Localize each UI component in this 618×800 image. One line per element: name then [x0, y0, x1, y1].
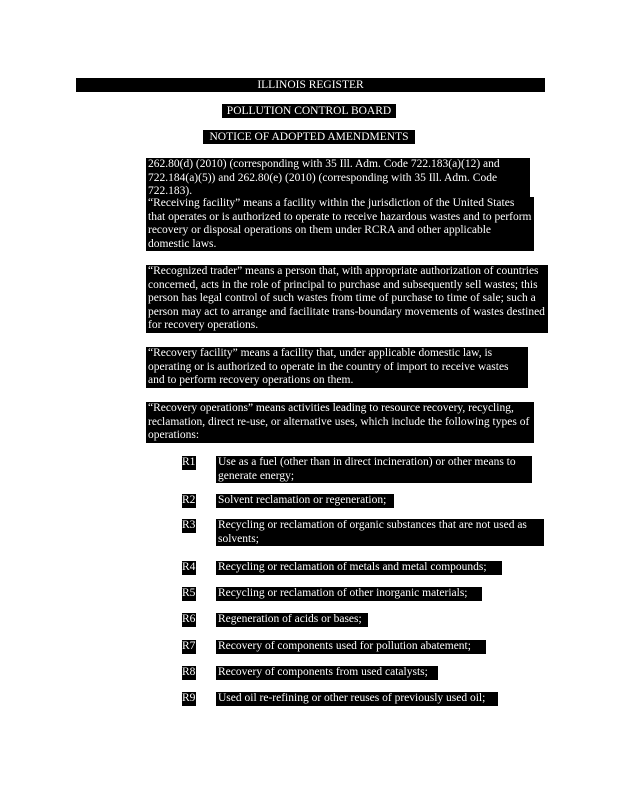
operation-text: Recycling or reclamation of other inorganic materials;	[216, 587, 482, 601]
operation-code: R3	[182, 519, 196, 531]
operation-text: Recovery of components from used catalysts;	[216, 666, 438, 680]
continuation-paragraph: 262.80(d) (2010) (corresponding with 35 Ill. Adm. Code 722.183(a)(12) and 722.184(a)(5)) and 262.80(e) (2010) (corresponding with 35 Ill. Adm. Code 722.183).	[146, 158, 530, 199]
operation-text: Recycling or reclamation of organic substances that are not used as solvents;	[216, 519, 544, 546]
operation-text: Recovery of components used for pollution abatement;	[216, 640, 486, 654]
recovery-facility-definition: “Recovery facility” means a facility that, under applicable domestic law, is operating or is authorized to operate in the country of import to receive wastes and to perform recovery operations on them.	[146, 347, 528, 388]
operation-code: R7	[182, 640, 196, 652]
notice-header: NOTICE OF ADOPTED AMENDMENTS	[203, 130, 415, 144]
operation-code: R1	[182, 456, 196, 468]
operation-code: R4	[182, 561, 196, 573]
operation-code: R6	[182, 613, 196, 625]
receiving-facility-definition: “Receiving facility” means a facility within the jurisdiction of the United States that operates or is authorized to operate to receive hazardous wastes and to perform recovery or disposal operations on them under RCRA and other applicable domestic laws.	[146, 197, 534, 251]
operation-code: R8	[182, 666, 196, 678]
operation-code: R5	[182, 587, 196, 599]
operation-code: R9	[182, 692, 196, 704]
recognized-trader-definition: “Recognized trader” means a person that, with appropriate authorization of countries concerned, acts in the role of principal to purchase and subsequently sell wastes; this person has legal control of such wastes from time of purchase to time of sale; such a person may act to arrange and facilitate trans-boundary movements of wastes destined for recovery operations.	[146, 265, 548, 333]
operation-text: Used oil re-refining or other reuses of previously used oil;	[216, 692, 498, 706]
operation-text: Regeneration of acids or bases;	[216, 613, 368, 627]
operation-text: Use as a fuel (other than in direct incineration) or other means to generate energy;	[216, 456, 532, 483]
operation-code: R2	[182, 494, 196, 506]
recovery-operations-definition: “Recovery operations” means activities leading to resource recovery, recycling, reclamation, direct re-use, or alternative uses, which include the following types of operations:	[146, 402, 534, 443]
board-header: POLLUTION CONTROL BOARD	[222, 104, 396, 118]
operation-text: Solvent reclamation or regeneration;	[216, 494, 394, 508]
operation-text: Recycling or reclamation of metals and metal compounds;	[216, 561, 502, 575]
register-header: ILLINOIS REGISTER	[76, 78, 545, 92]
